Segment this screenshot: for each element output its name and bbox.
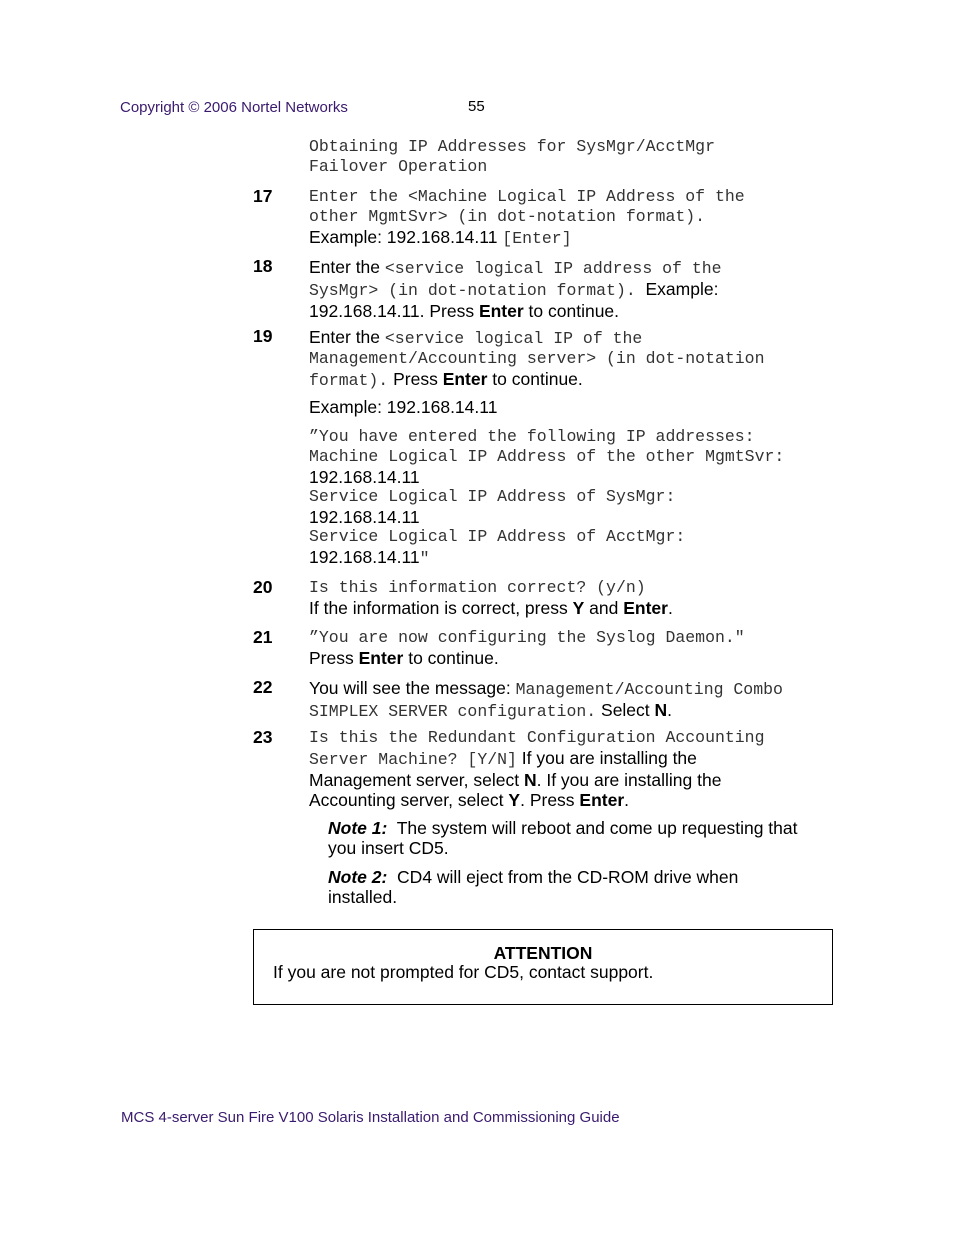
step-17	[309, 187, 839, 249]
step-text: Y	[508, 790, 521, 810]
section-intro	[309, 137, 839, 177]
step-text: and	[584, 598, 624, 618]
step-text: 192.168.14.11. Press	[309, 301, 479, 321]
step-text: Press	[309, 648, 359, 668]
page-number: 55	[468, 98, 485, 115]
attention-title: ATTENTION	[493, 943, 593, 963]
step-text: N	[654, 700, 668, 720]
step-text: .	[667, 598, 673, 618]
step-text: . If you are installing the	[536, 770, 722, 790]
step-text: other MgmtSvr> (in dot-notation format).	[309, 207, 706, 226]
step-text: SysMgr> (in dot-notation format).	[309, 281, 636, 300]
step-text: Enter	[478, 301, 524, 321]
step-text: <service logical IP address of the	[384, 259, 722, 278]
step-19-example: Example: 192.168.14.11	[309, 397, 498, 417]
step-number: 17	[253, 186, 273, 206]
note-text: The system will reboot and come up requesting that	[387, 818, 798, 838]
quote-value: 192.168.14.11	[309, 507, 420, 527]
step-text: If you are installing the	[516, 748, 697, 768]
step-21	[309, 628, 839, 668]
step-22	[309, 678, 839, 722]
step-number: 20	[253, 577, 273, 597]
step-text: <service logical IP of the	[384, 329, 643, 348]
quote-line: Machine Logical IP Address of the other MgmtSvr:	[309, 447, 785, 466]
note-2	[328, 867, 838, 907]
step-text: Example: 192.168.14.11	[309, 227, 503, 247]
step-text: Is this the Redundant Configuration Accounting	[309, 728, 765, 747]
step-number: 18	[253, 256, 273, 276]
step-text: Enter the	[309, 257, 385, 277]
step-text: Example:	[635, 279, 719, 299]
note-text: CD4 will eject from the CD-ROM drive when	[387, 867, 739, 887]
step-number: 22	[253, 677, 273, 697]
note-1	[328, 818, 838, 858]
step-20	[309, 578, 839, 618]
step-number: 23	[253, 727, 273, 747]
attention-body: If you are not prompted for CD5, contact support.	[273, 962, 654, 982]
quote-line: ”You have entered the following IP addresses:	[309, 427, 755, 446]
step-text: to continue.	[487, 369, 583, 389]
step-text: .	[624, 790, 630, 810]
step-23	[309, 728, 839, 810]
step-text: .	[667, 700, 673, 720]
step-text: Enter	[623, 598, 668, 618]
note-label: Note 1:	[328, 818, 388, 838]
step-text: Accounting server, select	[309, 790, 509, 810]
step-text: to continue.	[523, 301, 620, 321]
step-text: Select	[596, 700, 655, 720]
step-19-quote	[309, 427, 839, 569]
step-text: SIMPLEX SERVER configuration.	[309, 702, 597, 721]
step-19	[309, 327, 839, 391]
step-text: N	[523, 770, 537, 790]
quote-line: Service Logical IP Address of SysMgr:	[309, 487, 676, 506]
step-text: Management/Accounting server> (in dot-notation	[309, 349, 765, 368]
step-text: to continue.	[403, 648, 499, 668]
quote-value: 192.168.14.11	[309, 547, 420, 567]
step-text: Management server, select	[309, 770, 524, 790]
note-label: Note 2:	[328, 867, 388, 887]
step-text: Enter	[358, 648, 404, 668]
step-text: Enter	[579, 790, 625, 810]
step-text: ”You are now configuring the Syslog Daemon."	[309, 628, 745, 647]
step-number: 19	[253, 326, 273, 346]
step-text: [Enter]	[502, 229, 572, 248]
attention-box	[253, 929, 833, 1005]
step-text: Server Machine? [Y/N]	[309, 750, 517, 769]
step-text: Enter	[442, 369, 488, 389]
footer-title: MCS 4-server Sun Fire V100 Solaris Installation and Commissioning Guide	[121, 1109, 620, 1126]
step-text: . Press	[520, 790, 580, 810]
quote-line: Service Logical IP Address of AcctMgr:	[309, 527, 686, 546]
step-text: Enter the	[309, 327, 385, 347]
note-text: you insert CD5.	[328, 838, 449, 858]
step-number: 21	[253, 627, 273, 647]
step-text: Is this information correct? (y/n)	[309, 578, 646, 597]
step-text: Enter the <Machine Logical IP Address of the	[309, 187, 745, 206]
intro-line: Failover Operation	[309, 157, 488, 176]
copyright-notice: Copyright © 2006 Nortel Networks	[120, 99, 348, 116]
step-18	[309, 257, 839, 321]
intro-line: Obtaining IP Addresses for SysMgr/AcctMgr	[309, 137, 715, 156]
step-text: Management/Accounting Combo	[515, 680, 783, 699]
step-text: Press	[388, 369, 443, 389]
step-text: You will see the message:	[309, 678, 516, 698]
quote-line: "	[419, 549, 430, 568]
note-text: installed.	[328, 887, 398, 907]
quote-value: 192.168.14.11	[309, 467, 420, 487]
step-text: Y	[572, 598, 585, 618]
step-text: If the information is correct, press	[309, 598, 573, 618]
step-text: format).	[309, 371, 389, 390]
